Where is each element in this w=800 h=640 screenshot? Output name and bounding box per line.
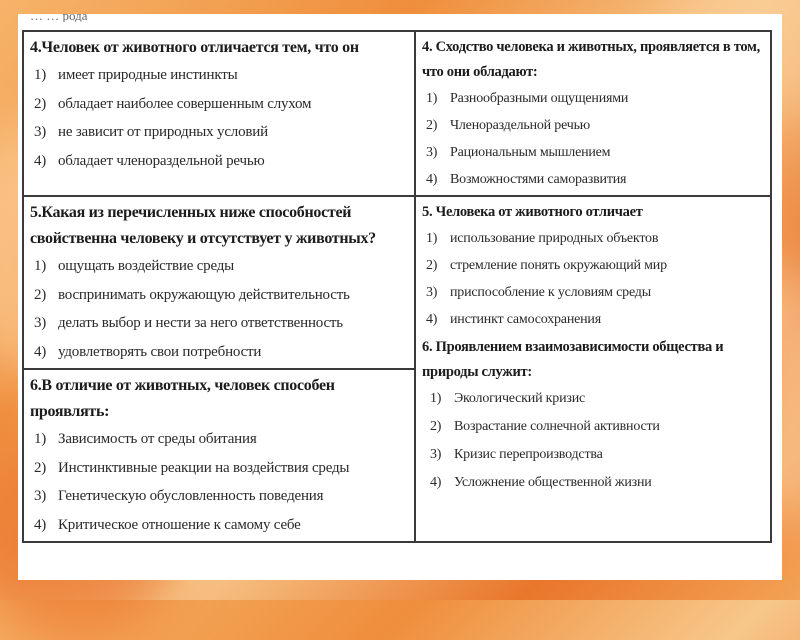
option-item [426,139,764,166]
option-item [426,469,764,497]
options-list [422,225,764,333]
option-text: Возможностями саморазвития [450,172,627,187]
options-list [30,425,408,539]
option-text: использование природных объектов [450,231,659,246]
question-cell [415,31,771,196]
option-number: 4) [34,516,47,533]
option-item [34,281,408,310]
option-number: 3) [426,145,438,160]
question-cell [23,196,415,369]
option-text: воспринимать окружающую действительность [58,286,350,303]
option-number: 1) [34,67,47,83]
option-text: удовлетворять свои потребности [58,343,262,360]
option-item [426,85,764,112]
question-title: 4. Сходство человека и животных, проявляется в том, что они обладают: [422,39,760,80]
question-title: 6. Проявлением взаимозависимости общества и природы служит: [422,339,724,380]
question-title: 5. Человека от животного отличает [422,204,643,220]
option-number: 3) [430,447,442,462]
option-number: 4) [426,312,438,327]
option-item [34,252,408,281]
option-number: 1) [34,258,47,274]
options-list [422,385,764,497]
option-text: Кризис перепроизводства [454,447,603,462]
option-item [426,225,764,252]
option-number: 2) [34,286,47,303]
option-item [34,147,408,176]
option-item [426,306,764,333]
option-text: Инстинктивные реакции на воздействия среды [58,459,350,476]
option-text: Рациональным мышлением [450,145,611,160]
option-number: 1) [426,91,438,106]
option-item [34,90,408,119]
option-item [426,413,764,441]
option-item [34,338,408,367]
option-number: 4) [426,172,438,187]
question-cell [23,369,415,542]
question-title: 5.Какая из перечисленных ниже способностей свойственна человеку и отсутствует у животных? [30,204,376,247]
option-text: делать выбор и нести за него ответственность [58,315,343,331]
option-item [426,279,764,306]
option-text: стремление понять окружающий мир [450,258,667,273]
slide-content [18,14,782,580]
option-number: 2) [426,258,438,273]
option-text: Экологический кризис [454,391,586,406]
option-number: 4) [34,343,47,360]
option-text: Генетическую обусловленность поведения [58,488,324,504]
option-item [34,482,408,511]
option-text: Членораздельной речью [450,118,591,133]
option-number: 1) [426,231,438,246]
option-number: 3) [426,285,438,300]
option-text: обладает наиболее совершенным слухом [58,95,312,112]
option-item [34,511,408,540]
option-text: обладает членораздельной речью [58,152,265,169]
option-text: Критическое отношение к самому себе [58,516,301,533]
option-number: 4) [430,475,442,490]
option-number: 3) [34,315,47,331]
option-text: инстинкт самосохранения [450,312,601,327]
option-item [426,385,764,413]
question-4-right [422,35,764,193]
cut-off-text-fragment: … … рода [30,14,88,22]
option-text: не зависит от природных условий [58,124,268,140]
question-title: 6.В отличие от животных, человек способен проявлять: [30,377,335,420]
options-list [422,85,764,193]
option-number: 2) [34,95,47,112]
option-number: 3) [34,488,47,504]
option-item [426,252,764,279]
table-row [23,196,771,369]
question-6-left [30,373,408,539]
option-text: имеет природные инстинкты [58,67,238,83]
option-item [34,454,408,483]
options-list [30,252,408,366]
question-6-right [422,335,764,497]
option-text: Зависимость от среды обитания [58,431,257,447]
option-item [34,118,408,147]
question-cell [23,31,415,196]
option-number: 2) [430,419,442,434]
option-text: ощущать воздействие среды [58,258,235,274]
option-item [34,425,408,454]
option-number: 4) [34,152,47,169]
option-number: 3) [34,124,47,140]
question-4-left [30,35,408,175]
option-number: 2) [426,118,438,133]
option-text: Возрастание солнечной активности [454,419,660,434]
option-item [426,166,764,193]
question-cell [415,196,771,542]
option-item [34,61,408,90]
option-number: 2) [34,459,47,476]
question-5-right [422,200,764,333]
questions-table [22,30,772,543]
table-row [23,31,771,196]
question-title: 4.Человек от животного отличается тем, что он [30,39,359,56]
option-text: Усложнение общественной жизни [454,475,652,490]
question-5-left [30,200,408,366]
option-item [426,441,764,469]
option-number: 1) [430,391,442,406]
option-item [426,112,764,139]
option-number: 1) [34,431,47,447]
option-text: приспособление к условиям среды [450,285,651,300]
option-item [34,309,408,338]
options-list [30,61,408,175]
option-text: Разнообразными ощущениями [450,91,629,106]
